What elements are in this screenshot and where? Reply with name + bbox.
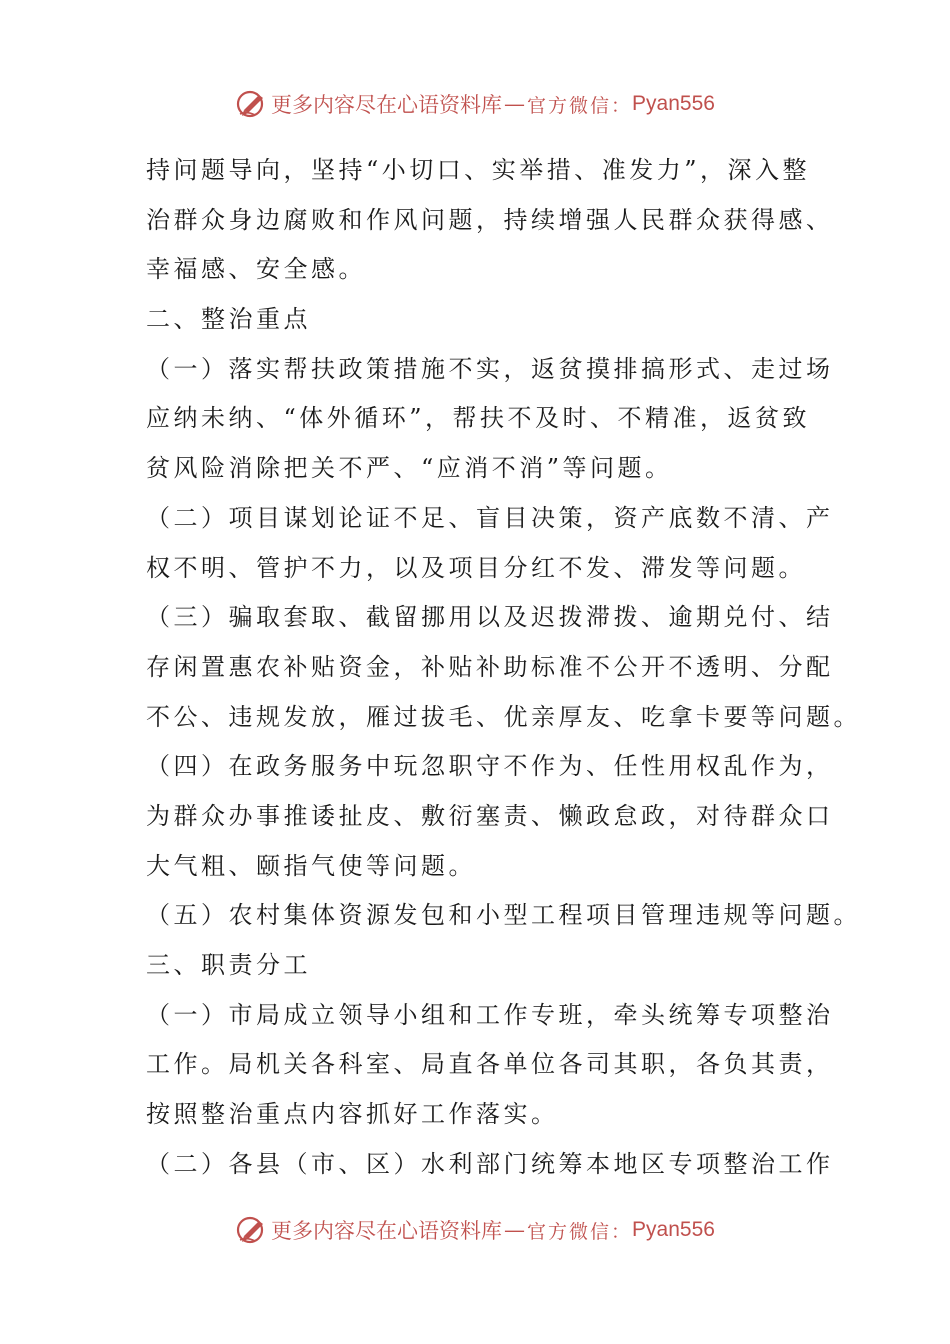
body-line: 大气粗、颐指气使等问题。: [146, 851, 476, 880]
body-line: （五）农村集体资源发包和小型工程项目管理违规等问题。: [146, 901, 861, 930]
watermark-brand: 更多内容尽在心语资料库: [271, 1219, 503, 1243]
body-line: 不公、违规发放，雁过拔毛、优亲厚友、吃拿卡要等问题。: [146, 702, 861, 731]
body-line: （四）在政务服务中玩忽职守不作为、任性用权乱作为，: [146, 752, 834, 781]
body-line: 持问题导向，坚持“小切口、实举措、准发力”，深入整: [146, 156, 811, 184]
body-line: 为群众办事推诿扯皮、敷衍塞责、懒政怠政，对待群众口: [146, 801, 834, 830]
watermark-separator: —: [504, 1218, 526, 1242]
body-line: 权不明、管护不力，以及项目分红不发、滞发等问题。: [146, 553, 806, 582]
body-line: 存闲置惠农补贴资金，补贴补助标准不公开不透明、分配: [146, 652, 834, 681]
body-line: （一）落实帮扶政策措施不实，返贫摸排搞形式、走过场: [146, 354, 834, 383]
body-line: （二）各县（市、区）水利部门统筹本地区专项整治工作: [146, 1149, 834, 1178]
section-heading: 二、整治重点: [146, 305, 311, 334]
watermark-footer: [0, 1210, 950, 1250]
watermark-wechat-id: Pyan556: [632, 92, 715, 115]
document-body: [146, 146, 861, 1189]
watermark-separator: —: [504, 92, 526, 116]
watermark-label: 官方微信：: [527, 94, 633, 117]
body-line: 幸福感、安全感。: [146, 255, 366, 284]
pen-logo-icon: [235, 87, 269, 121]
section-heading: 三、职责分工: [146, 951, 311, 979]
body-line: 按照整治重点内容抓好工作落实。: [146, 1100, 559, 1129]
watermark-label: 官方微信：: [527, 1220, 633, 1243]
body-line: （二）项目谋划论证不足、盲目决策，资产底数不清、产: [146, 503, 834, 532]
body-line: 工作。局机关各科室、局直各单位各司其职，各负其责，: [146, 1050, 834, 1079]
watermark-brand: 更多内容尽在心语资料库: [271, 93, 503, 117]
body-line: （一）市局成立领导小组和工作专班，牵头统筹专项整治: [146, 1000, 834, 1029]
body-line: 应纳未纳、“体外循环”，帮扶不及时、不精准，返贫致: [146, 404, 811, 433]
body-line: 贫风险消除把关不严、“应消不消”等问题。: [146, 454, 673, 483]
body-line: （三）骗取套取、截留挪用以及迟拨滞拨、逾期兑付、结: [146, 603, 834, 632]
watermark-header: [0, 84, 950, 124]
pen-logo-icon: [235, 1213, 269, 1247]
watermark-wechat-id: Pyan556: [632, 1218, 715, 1241]
body-line: 治群众身边腐败和作风问题，持续增强人民群众获得感、: [146, 205, 834, 234]
